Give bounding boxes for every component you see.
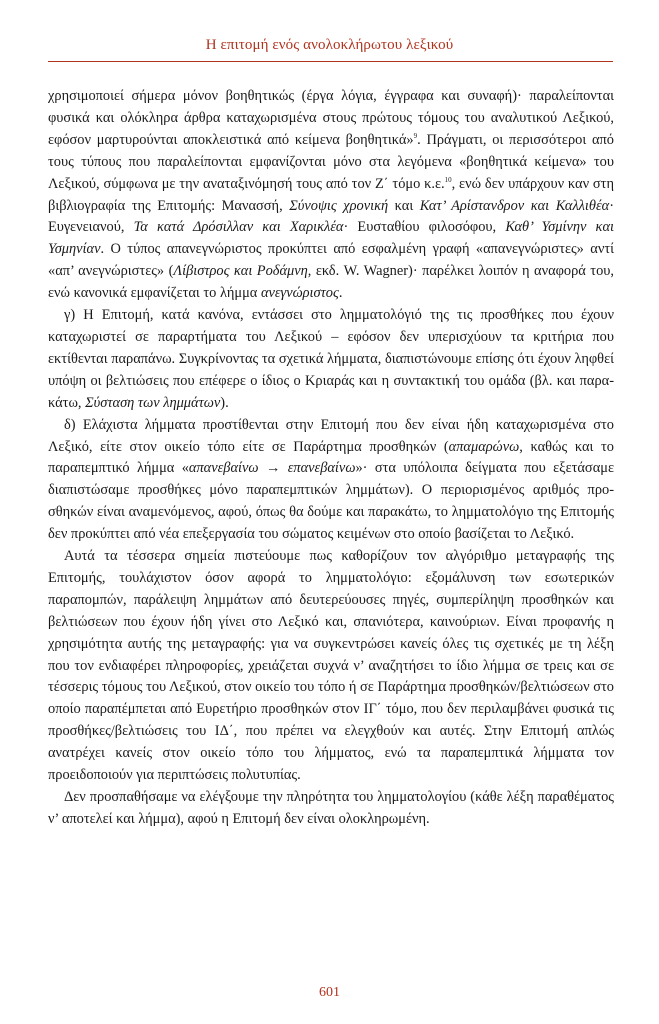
italic-run: Κατ’ Αρίστανδρον και Καλλιθέα (419, 197, 610, 214)
italic-run: επανεβαίνω (287, 460, 356, 477)
text-run: , εκδ. W. Wagner)· παρέλκει λοιπόν η αναφορά του, ενώ κανονικά εμφανίζεται το λήμμα (48, 263, 614, 302)
italic-run: Λίβιστρος και Ροδάμνη (173, 263, 308, 280)
text-run: · Ευγενειανού, (48, 197, 614, 236)
italic-run: Σύσταση των λημμάτων (85, 394, 221, 411)
italic-run: Καθ’ Υσμίνην και Υσμηνίαν (48, 219, 614, 258)
text-run: Αυτά τα τέσσερα σημεία πιστεύουμε πως καθορίζουν τον αλγόριθμο μεταγραφής της Επιτομής, τουλάχιστον όσον αφορά το λημματολόγιο: εξομάλυνση των εσωτερικών παραπομπών, παράλειψη λημμάτων από δευτερεύουσες πηγές, συμπερίληψη προσθηκών και βελτιώσεων που έχουν ήδη γίνει στο Λεξικό και, σπανιότερα, καινούριων. Είναι προφανής η χρησιμότητα αυτής της μεταγραφής: για να συγκεντρώσει κανείς όλες τις σχετικές με τη λέξη που τον ενδιαφέρει πληροφορίες, χρειάζεται συχνά ν’ αναζητήσει το ίδιο λήμμα σε τρεις και σε τέσσερις τόμους του Λεξικού, στον οικείο του τόπο ή σε Παράρτημα προσθηκών/βελτιώσεων στο οποίο παραπέμπεται από Ευρετήριο προσθηκών στον ΙΓ΄ τόμο, που δεν περιλαμβάνει φυσικά τις προσθήκες/βελτιώσεις του ΙΔ΄, που πρέπει να ελεγχθούν και αυτές. Στην Επιτομή απλώς ανατρέχει κανείς στον οικείο τόπο του λήμματος, ενώ τα παραπεμπτικά λήμματα τον προειδοποιούν για περιπτώσεις πολυτυπίας. (48, 548, 614, 784)
text-run: Δεν προσπαθήσαμε να ελέγξουμε την πληρότητα του λημματολογίου (κάθε λέξη παραθέματος ν’ αποτελεί και λήμμα), αφού η Επιτομή δεν είναι ολοκληρωμένη. (48, 789, 614, 827)
italic-run: ανεγνώριστος (260, 285, 339, 302)
text-run: και (388, 197, 420, 214)
italic-run: Τα κατά Δρόσιλλαν και Χαρικλέα (133, 219, 344, 236)
italic-run: απαμαρώνω (448, 438, 520, 455)
text-run: δ) Ελάχιστα λήμματα προστίθενται στην Επιτομή που δεν είναι ήδη καταχωρισμένα στο Λεξικό, είτε στον οικείο τόπο είτε σε Παράρτημα προσθηκών ( (48, 416, 614, 455)
footnote-ref: 9 (413, 131, 418, 140)
italic-run: απανεβαίνω (188, 460, 259, 477)
text-run: . Πράγματι, οι περισσότεροι από τους τύπους που παραλείπονται εμφανίζονται μόνο στα λεγόμενα «βοηθητικά κείμενα» του Λεξικού, σύμφωνα με την αναταξινόμησή τους από τον Ζ΄ τόμο κ.ε. (48, 131, 614, 192)
text-run: , καθώς και το παραπεμπτικό λήμμα « (48, 438, 614, 477)
body-text (48, 86, 614, 831)
header-rule (48, 61, 613, 62)
text-run: χρησιμοποιεί σήμερα μόνον βοηθητικώς (έργα λόγια, έγγραφα και συναφή)· παραλείπονται φυσικά και ολόκληρα άρθρα καταχωρισμένα στους πρώτους τόμους του αναλυτικού Λεξικού, εφόσον μαρτυρούνται αποκλειστικά από κείμενα βοηθητικά» (48, 88, 614, 148)
text-run: γ) Η Επιτομή, κατά κανόνα, εντάσσει στο λημματολόγιό της τις προσθήκες που έχουν καταχωριστεί σε παραρτήματα του Λεξικού – εφόσον δεν υπερισχύουν τα κριτήρια που εκτίθενται παραπάνω. Συγκρίνοντας τα σχετικά λήμματα, διαπιστώνουμε επίσης ότι έχουν ληφθεί υπόψη οι βελτιώσεις που επέφερε ο ίδιος ο Κριαράς και η συντακτική του ομάδα (βλ. και παρακάτω, (48, 307, 614, 411)
text-run: → (258, 460, 288, 477)
paragraph-1 (48, 86, 614, 305)
paragraph-2 (48, 305, 614, 415)
text-run: »· στα υπόλοιπα δείγματα που εξετάσαμε διαπιστώσαμε προσθήκες μόνο παραπεμπτικών λημμάτων). Ο περιορισμένος αριθμός προσθηκών είναι αναμενόμενος, αφού, όπως θα δούμε και παρακάτω, το λημματολόγιο της Επιτομής δεν προκύπτει από νέα επεξεργασία του σώματος κειμένων στο οποίο βασίζεται το Λεξικό. (48, 460, 614, 543)
text-run: . (338, 285, 343, 302)
paragraph-3 (48, 415, 614, 546)
paragraph-4 (48, 546, 614, 787)
text-run: · Ευσταθίου φιλοσόφου, (343, 219, 506, 236)
running-head: Η επιτομή ενός ανολοκλήρωτου λεξικού (205, 37, 454, 53)
footnote-ref: 10 (444, 175, 452, 184)
text-run: ). (220, 394, 229, 411)
paragraph-5 (48, 787, 614, 831)
text-run: . Ο τύπος απανεγνώριστος προκύπτει από εσφαλμένη γραφή «απανεγνώριστες» αντί «απ’ ανεγνώριστες» ( (48, 241, 614, 280)
page-number: 601 (319, 985, 340, 1000)
italic-run: Σύνοψις χρονική (289, 197, 389, 214)
text-run: , ενώ δεν υπάρχουν καν στη βιβλιογραφία της Επιτομής: Μανασσή, (48, 175, 614, 214)
